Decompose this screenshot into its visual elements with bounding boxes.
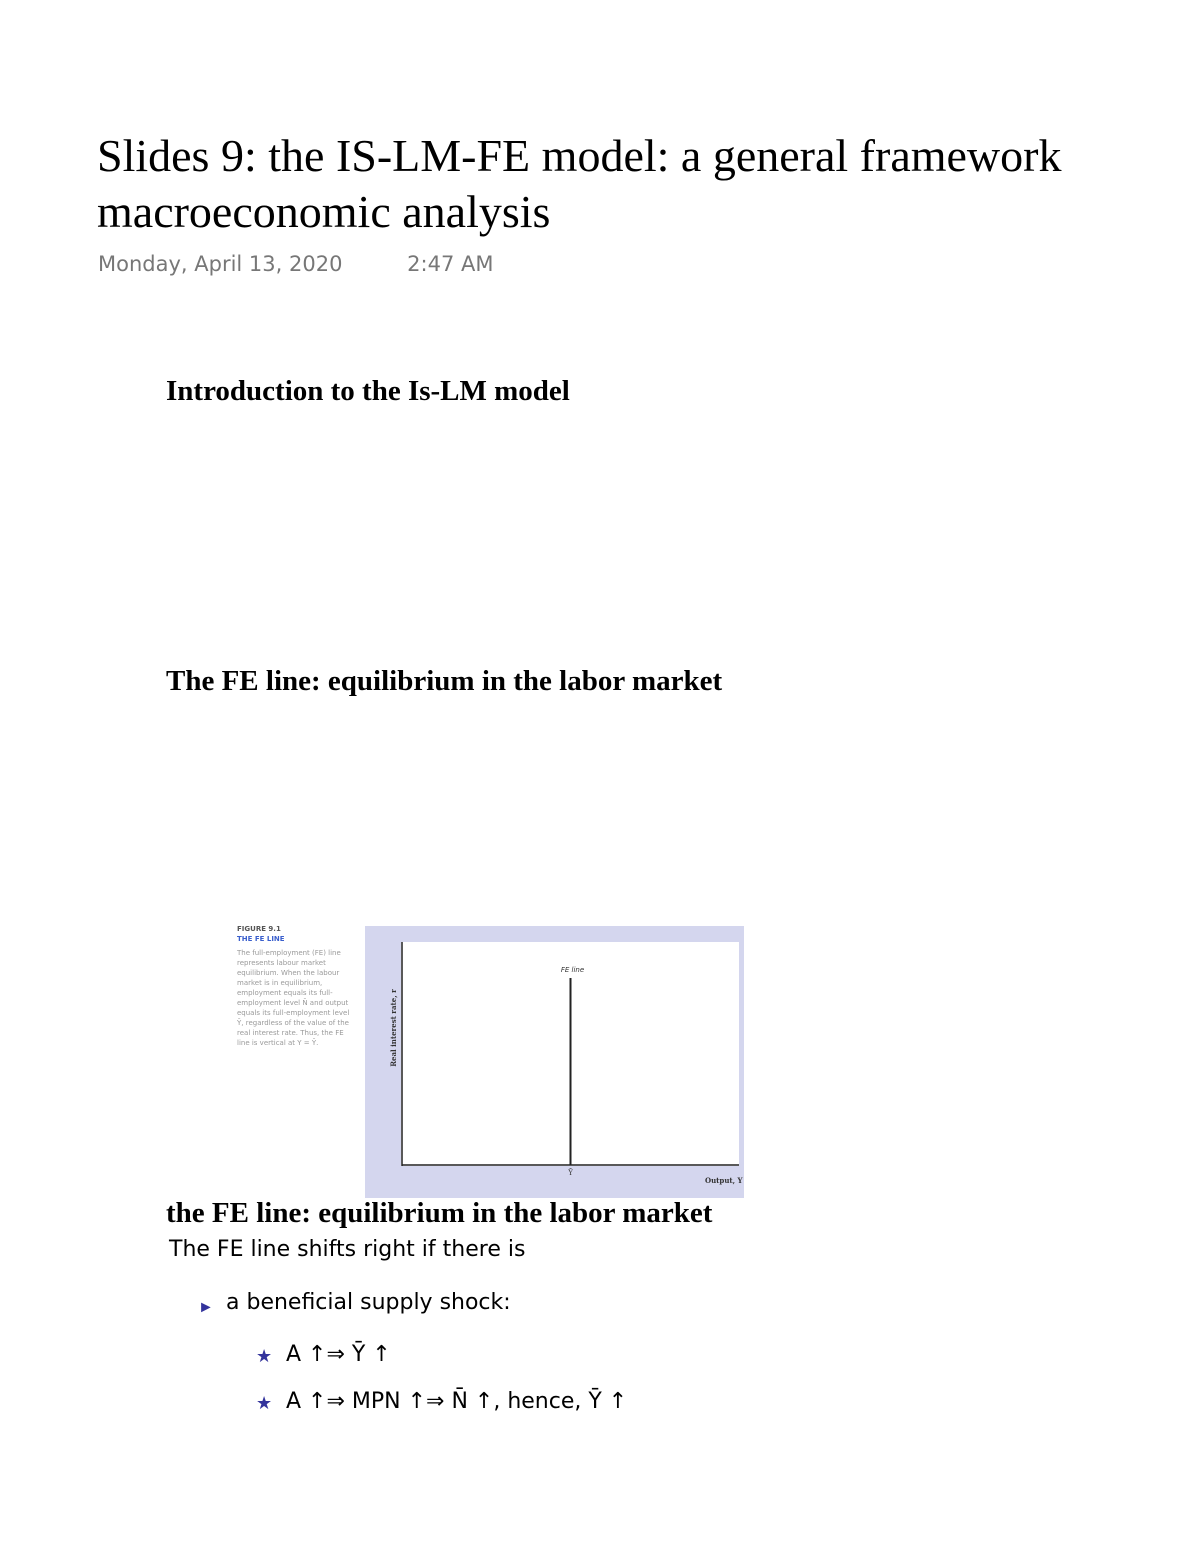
figure-number: FIGURE 9.1: [237, 925, 281, 933]
figure-title: THE FE LINE: [237, 935, 285, 943]
page-date: Monday, April 13, 2020: [98, 252, 343, 276]
star-bullet-icon: ★: [256, 1393, 273, 1413]
page-title-line-1: Slides 9: the IS-LM-FE model: a general framework: [97, 130, 1062, 181]
equation-1: A ↑⇒ Ȳ ↑: [286, 1342, 391, 1367]
section-heading-fe-shift: the FE line: equilibrium in the labor market: [166, 1197, 713, 1229]
x-axis-label: Output, Y: [705, 1176, 743, 1185]
section-heading-fe-line: The FE line: equilibrium in the labor market: [166, 665, 723, 697]
equation-2: A ↑⇒ MPN ↑⇒ N̄ ↑, hence, Ȳ ↑: [286, 1389, 628, 1414]
slide-list-item: a beneficial supply shock:: [226, 1290, 511, 1315]
fe-line-chart: [365, 926, 744, 1198]
slide-intro-text: The FE line shifts right if there is: [169, 1237, 526, 1262]
star-bullet-icon: ★: [256, 1346, 273, 1366]
y-axis-label: Real interest rate, r: [389, 989, 398, 1067]
page-time: 2:47 AM: [407, 252, 494, 276]
figure-caption: [237, 924, 355, 1048]
triangle-bullet-icon: ►: [198, 1299, 214, 1316]
figure-caption-text: The full-employment (FE) line represents labour market equilibrium. When the labour market is in equilibrium, employment equals its full-employment level N̄ and output equals its full-employment level Ȳ, regardless of the value of the real interest rate. Thus, the FE line is vertical at Y = Ȳ.: [237, 949, 350, 1047]
x-tick-label-ybar: Ȳ: [568, 1169, 573, 1177]
fe-line-label: FE line: [560, 966, 585, 974]
page-title-line-2: macroeconomic analysis: [97, 186, 551, 237]
section-heading-intro: Introduction to the Is-LM model: [166, 375, 570, 407]
